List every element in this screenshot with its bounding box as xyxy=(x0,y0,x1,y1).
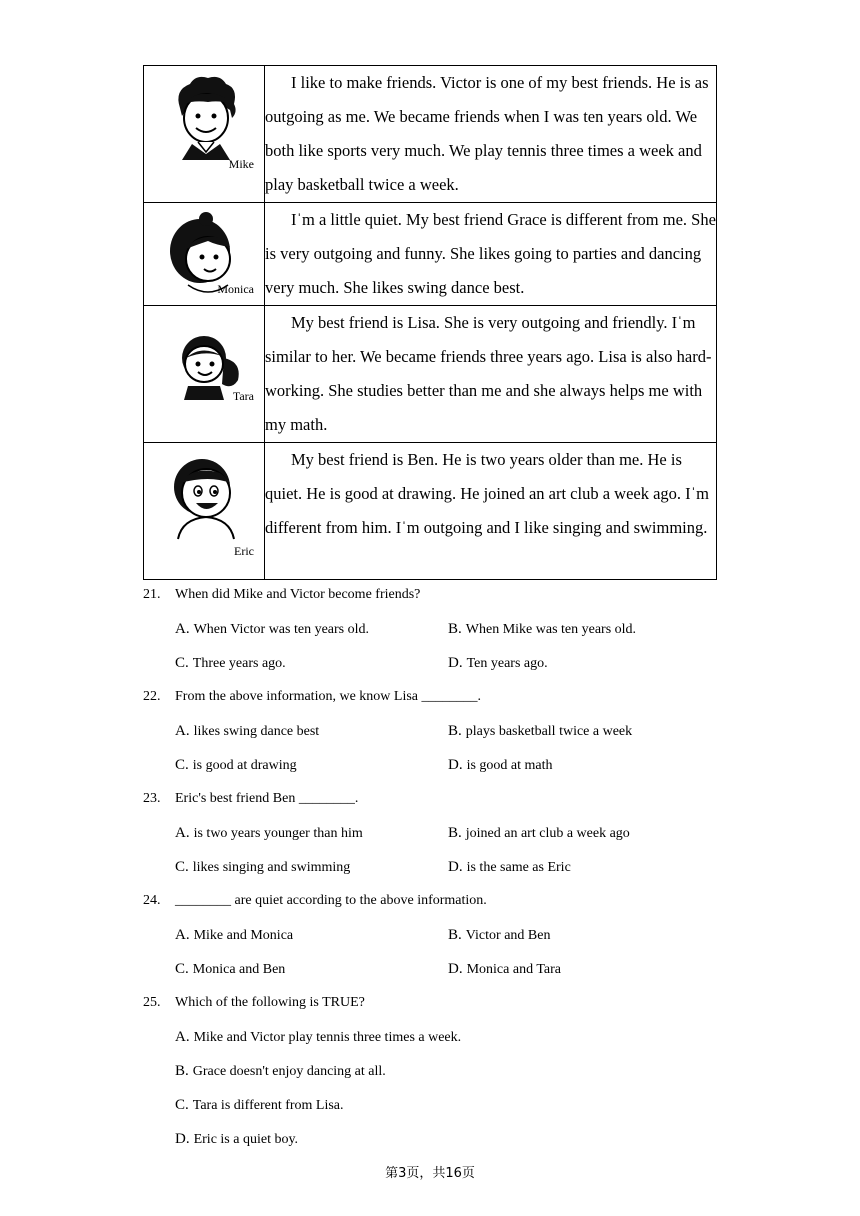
question-number: 25. xyxy=(143,995,161,1010)
question-stem xyxy=(143,789,743,823)
passage-cell xyxy=(265,66,717,203)
boy-curly-hair-icon xyxy=(158,74,258,164)
page-footer: 第3页，共16页 xyxy=(385,1166,475,1181)
portrait-cell xyxy=(144,306,265,443)
question-text: Which of the following is TRUE? xyxy=(175,995,365,1010)
question-list xyxy=(143,585,743,1163)
option-row xyxy=(143,755,743,789)
question-stem xyxy=(143,891,743,925)
question-text: From the above information, we know Lisa ________. xyxy=(175,689,482,704)
option-c[interactable]: C. is good at drawing xyxy=(175,757,297,773)
option-a[interactable]: A. When Victor was ten years old. xyxy=(175,621,369,637)
option-row xyxy=(143,1095,743,1129)
option-row xyxy=(143,823,743,857)
option-d[interactable]: D. is good at math xyxy=(448,757,553,773)
passage-text: My best friend is Ben. He is two years older than me. He is quiet. He is good at drawing. He joined an art club a week ago. Iˈm different from him. Iˈm outgoing and I like singing and swimming. xyxy=(265,450,709,537)
boy-smiling-icon xyxy=(158,451,258,541)
option-d[interactable]: D. is the same as Eric xyxy=(448,859,571,875)
option-d[interactable]: D. Eric is a quiet boy. xyxy=(175,1131,299,1147)
question-stem xyxy=(143,687,743,721)
question-text: ________ are quiet according to the above information. xyxy=(175,893,487,908)
question-text: Eric's best friend Ben ________. xyxy=(175,791,359,806)
option-a[interactable]: A. is two years younger than him xyxy=(175,825,363,841)
passage-cell xyxy=(265,443,717,580)
question-stem xyxy=(143,993,743,1027)
option-a[interactable]: A. likes swing dance best xyxy=(175,723,320,739)
option-row xyxy=(143,1129,743,1163)
option-b[interactable]: B. plays basketball twice a week xyxy=(448,723,633,739)
person-name: Mike xyxy=(228,157,254,171)
question-text: When did Mike and Victor become friends? xyxy=(175,587,421,602)
passage-text: I like to make friends. Victor is one of my best friends. He is as outgoing as me. We became friends when I was ten years old. We both like sports very much. We play tennis three times a week and play basketball twice a week. xyxy=(265,73,709,194)
table-row xyxy=(144,443,717,580)
person-name: Eric xyxy=(234,544,254,558)
option-b[interactable]: B. Grace doesn't enjoy dancing at all. xyxy=(175,1063,386,1079)
question-number: 21. xyxy=(143,587,161,602)
option-c[interactable]: C. Tara is different from Lisa. xyxy=(175,1097,344,1113)
option-c[interactable]: C. Three years ago. xyxy=(175,655,286,671)
passage-cell xyxy=(265,306,717,443)
option-b[interactable]: B. When Mike was ten years old. xyxy=(448,621,637,637)
option-c[interactable]: C. likes singing and swimming xyxy=(175,859,351,875)
option-b[interactable]: B. joined an art club a week ago xyxy=(448,825,630,841)
option-row xyxy=(143,721,743,755)
option-row xyxy=(143,1061,743,1095)
passage-cell xyxy=(265,203,717,306)
passage-text: Iˈm a little quiet. My best friend Grace is different from me. She is very outgoing and funny. She likes going to parties and dancing very much. She likes swing dance best. xyxy=(265,210,716,297)
option-d[interactable]: D. Ten years ago. xyxy=(448,655,548,671)
reading-table xyxy=(143,65,717,580)
option-row xyxy=(143,619,743,653)
table-row xyxy=(144,66,717,203)
portrait-cell xyxy=(144,66,265,203)
option-row xyxy=(143,1027,743,1061)
question-number: 23. xyxy=(143,791,161,806)
option-row xyxy=(143,653,743,687)
table-row xyxy=(144,203,717,306)
person-name: Monica xyxy=(217,282,254,296)
option-row xyxy=(143,857,743,891)
question-number: 24. xyxy=(143,893,161,908)
option-row xyxy=(143,959,743,993)
table-row xyxy=(144,306,717,443)
question-stem xyxy=(143,585,743,619)
option-a[interactable]: A. Mike and Monica xyxy=(175,927,294,943)
option-b[interactable]: B. Victor and Ben xyxy=(448,927,551,943)
option-row xyxy=(143,925,743,959)
portrait-cell xyxy=(144,443,265,580)
option-d[interactable]: D. Monica and Tara xyxy=(448,961,561,977)
passage-text: My best friend is Lisa. She is very outgoing and friendly. Iˈm similar to her. We became friends three years ago. Lisa is also hard-working. She studies better than me and she always helps me with my math. xyxy=(265,313,712,434)
person-name: Tara xyxy=(232,389,254,403)
portrait-cell xyxy=(144,203,265,306)
option-c[interactable]: C. Monica and Ben xyxy=(175,961,286,977)
question-number: 22. xyxy=(143,689,161,704)
option-a[interactable]: A. Mike and Victor play tennis three times a week. xyxy=(175,1029,462,1045)
